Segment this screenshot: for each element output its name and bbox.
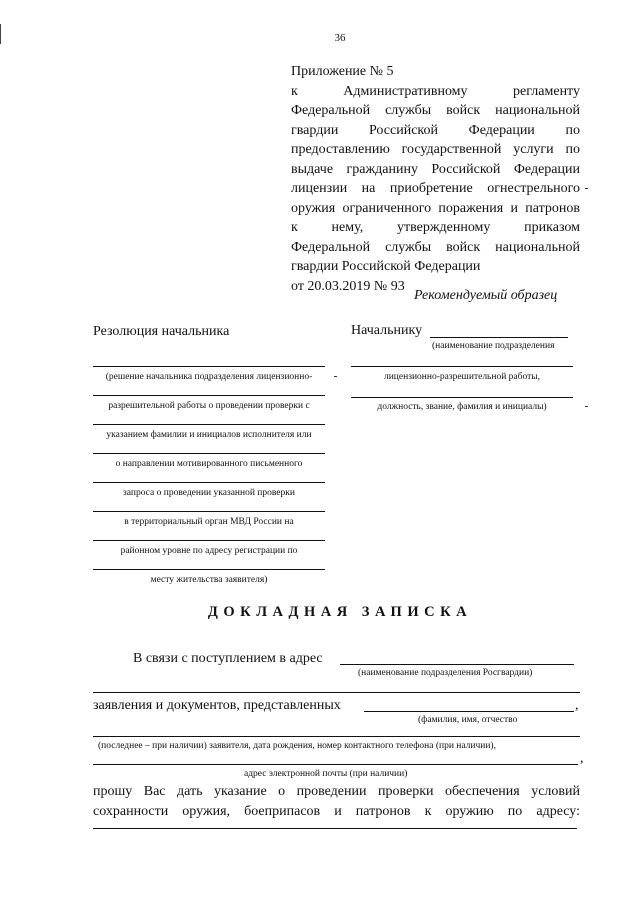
scan-mark [334, 376, 337, 377]
resolution-title: Резолюция начальника [93, 324, 230, 339]
appendix-line: выдаче гражданину Российской Федерации [291, 161, 580, 177]
appendix-block [291, 62, 580, 296]
appendix-line: к нему, утвержденному приказом [291, 220, 580, 235]
body-line-1: В связи с поступлением в адрес [133, 651, 323, 666]
appendix-line: Федеральной службы войск национальной [291, 103, 580, 118]
address-field[interactable] [93, 828, 577, 829]
subdivision-field[interactable] [340, 664, 574, 665]
comma: , [580, 751, 584, 766]
body-blank-line[interactable] [93, 736, 580, 737]
resolution-caption: разрешительной работы о проведении проверки с [108, 401, 310, 411]
addressee-label: Начальнику [351, 323, 423, 338]
email-field[interactable] [93, 764, 578, 765]
addressee-caption: (наименование подразделения [432, 341, 555, 351]
comma: , [575, 698, 579, 713]
appendix-line: оружия ограниченного поражения и патронов [291, 200, 580, 216]
appendix-line: лицензии на приобретение огнестрельного [291, 181, 580, 196]
recommended-sample-label: Рекомендуемый образец [414, 288, 558, 303]
body-line-4: сохранности оружия, боеприпасов и патронов к оружию по адресу: [93, 804, 580, 819]
addressee-line[interactable] [430, 337, 568, 338]
resolution-line[interactable] [93, 569, 325, 570]
document-heading: ДОКЛАДНАЯ ЗАПИСКА [207, 604, 473, 620]
appendix-line: Федеральной службы войск национальной [291, 239, 580, 255]
appendix-line: предоставлению государственной услуги по [291, 142, 580, 157]
page-number: 36 [334, 32, 346, 44]
resolution-line[interactable] [93, 540, 325, 541]
applicant-name-field[interactable] [364, 711, 574, 712]
applicant-name-caption: (фамилия, имя, отчество [418, 715, 518, 725]
email-caption: адрес электронной почты (при наличии) [244, 769, 408, 779]
scan-mark [585, 188, 588, 189]
resolution-line[interactable] [93, 511, 325, 512]
resolution-caption: о направлении мотивированного письменного [115, 459, 303, 469]
appendix-line: Приложение № 5 [291, 64, 394, 79]
addressee-caption: лицензионно-разрешительной работы, [383, 372, 541, 382]
resolution-caption: месту жительства заявителя) [150, 575, 268, 585]
resolution-line[interactable] [93, 395, 325, 396]
addressee-caption: должность, звание, фамилия и инициалы) [377, 402, 547, 412]
resolution-caption: (решение начальника подразделения лицензионно- [105, 372, 313, 382]
addressee-line[interactable] [351, 397, 573, 398]
resolution-caption: указанием фамилии и инициалов исполнителя или [106, 430, 312, 440]
applicant-details-caption: (последнее – при наличии) заявителя, дата рождения, номер контактного телефона (при наличии), [98, 741, 496, 751]
appendix-line: гвардии Российской Федерации по [291, 122, 580, 138]
body-line-3: прошу Вас дать указание о проведении проверки обеспечения условий [93, 784, 580, 799]
resolution-caption: районном уровне по адресу регистрации по [120, 546, 298, 556]
resolution-caption: в территориальный орган МВД России на [124, 517, 294, 527]
resolution-line[interactable] [93, 453, 325, 454]
resolution-line[interactable] [93, 366, 325, 367]
resolution-caption: запроса о проведении указанной проверки [123, 488, 295, 498]
scan-mark [585, 406, 588, 407]
resolution-line[interactable] [93, 482, 325, 483]
addressee-line[interactable] [351, 366, 573, 367]
body-line-2: заявления и документов, представленных [93, 698, 341, 713]
appendix-line: к Административному регламенту [291, 83, 580, 99]
appendix-line: от 20.03.2019 № 93 [291, 278, 405, 294]
subdivision-caption: (наименование подразделения Росгвардии) [358, 668, 533, 678]
appendix-line: гвардии Российской Федерации [291, 259, 481, 274]
body-blank-line[interactable] [93, 692, 580, 693]
resolution-line[interactable] [93, 424, 325, 425]
